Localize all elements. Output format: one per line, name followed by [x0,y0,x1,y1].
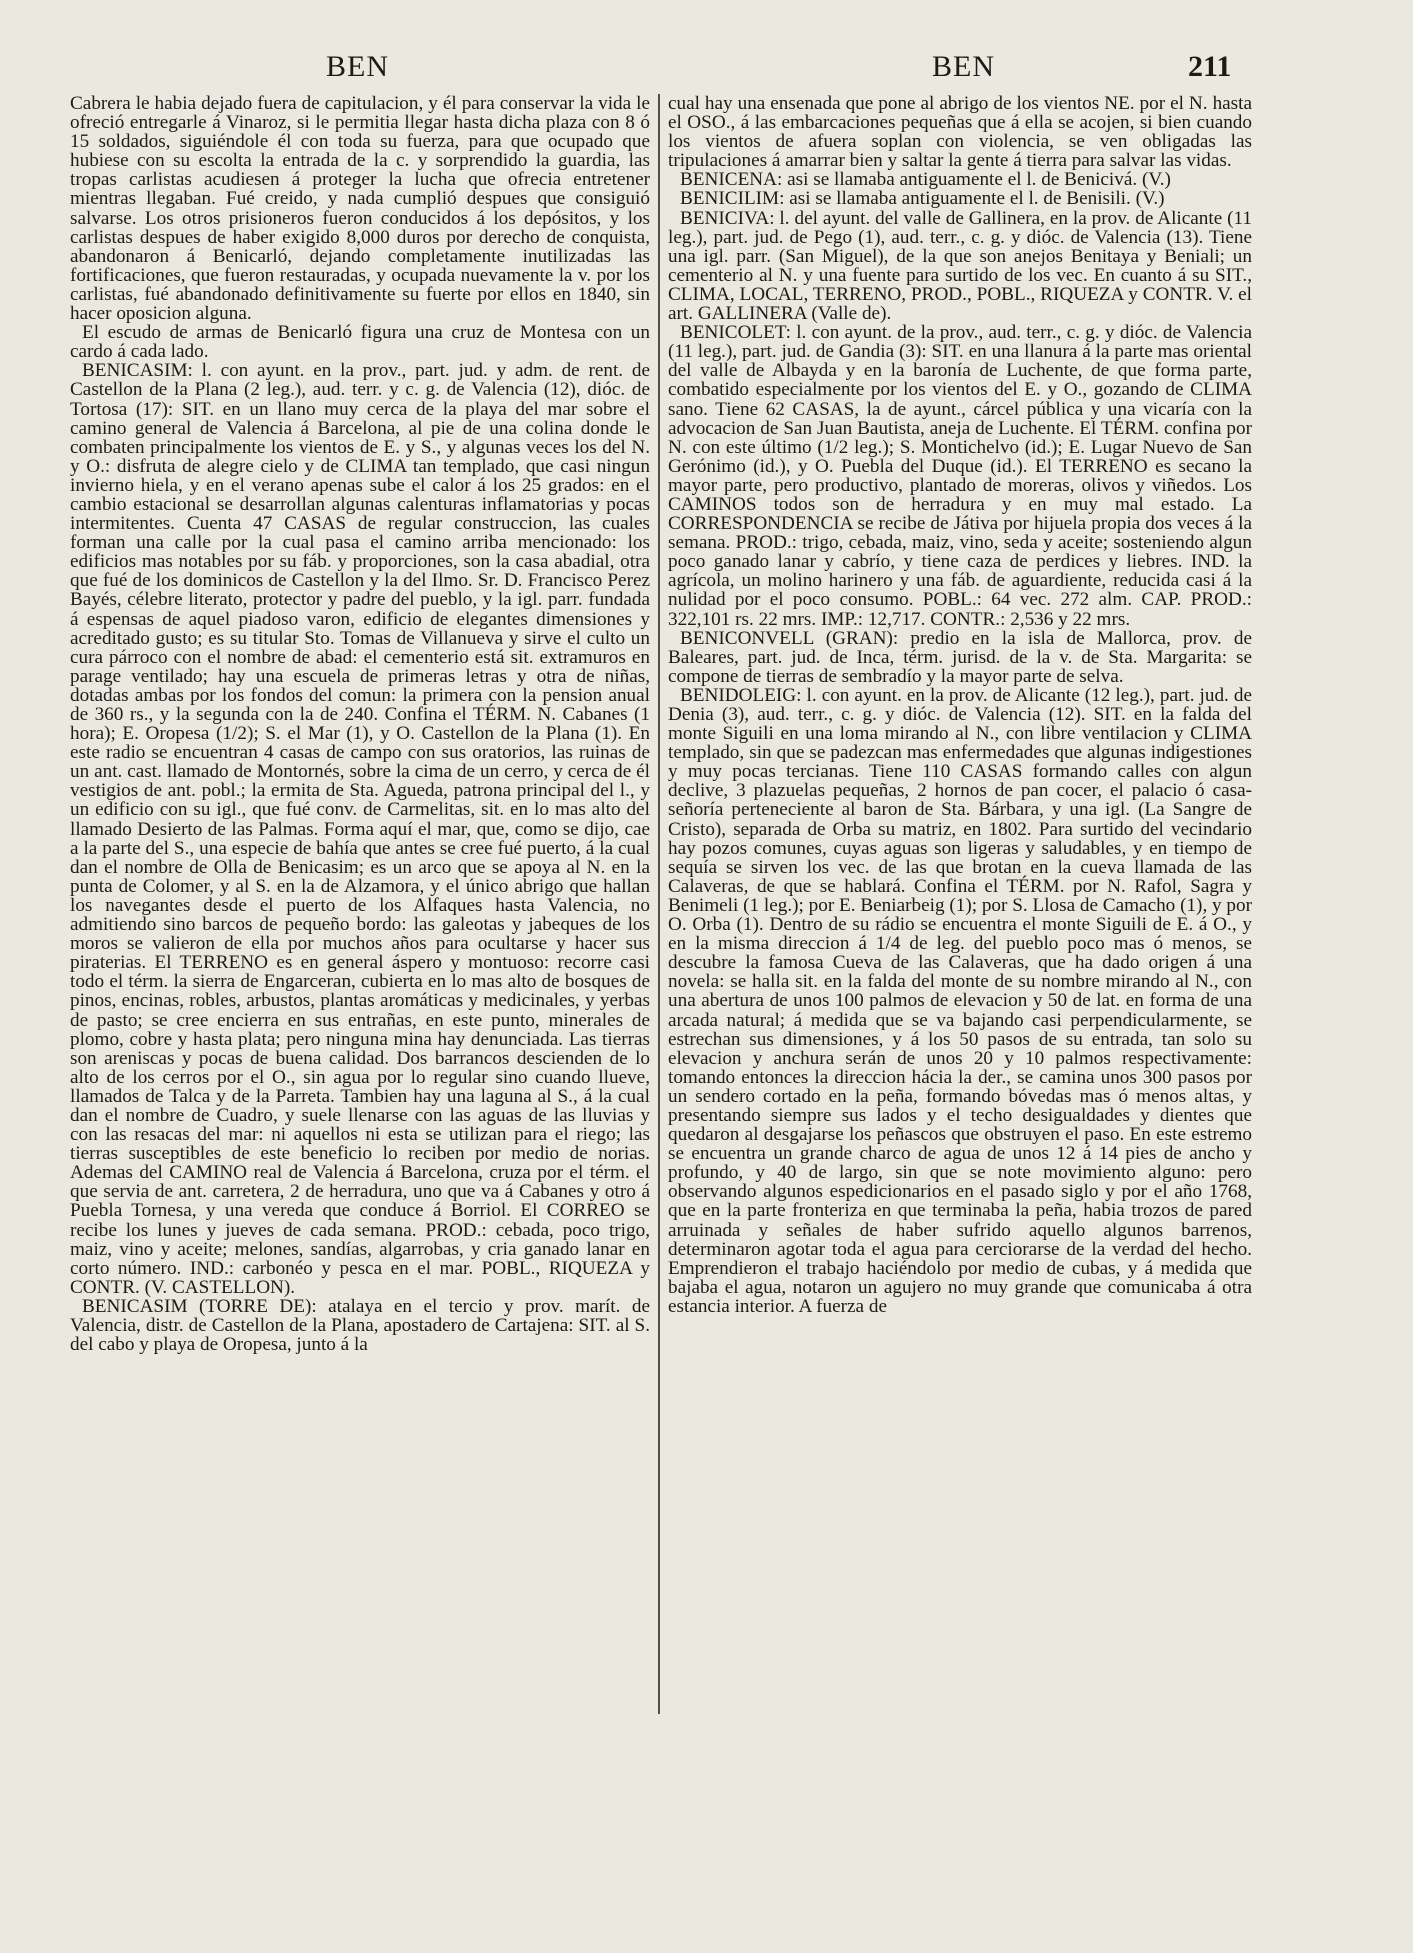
left-column [70,94,650,1924]
left-running-head: BEN [326,50,389,83]
entry-beniconvell: BENICONVELL (GRAN): predio en la isla de Mallorca, prov. de Baleares, part. jud. de Inca, térm. jurisd. de la v. de Sta. Margarita: se compone de tierras de sembradío y la mayor parte de selva. [668,627,1252,687]
running-header [0,50,1413,90]
right-column [668,94,1252,1924]
left-paragraph-1: Cabrera le habia dejado fuera de capitulacion, y él para conservar la vida le ofreció entregarle á Vinaroz, si le permitia llegar hasta dicha plaza con 8 ó 15 soldados, siguiéndole él con toda su fuerza, para que ocupado que hubiese con su escolta la entrada de la c. y sorprendido la guardia, las tropas carlistas acudiesen á proteger la lucha que ofrecia entretener mientras llegaban. Fué creido, y nada cumplió despues que consiguió salvarse. Los otros prisioneros fueron conducidos á los depósitos, y los carlistas despues de haber exigido 8,000 duros por derecho de conquista, abandonaron á Benicarló, dejando completamente inutilizadas las fortificaciones, que fueron restauradas, y ocupada nuevamente la v. por los carlistas, fué abandonado definitivamente su fuerte por ellos en 1840, sin hacer oposicion alguna. [70,94,650,325]
entry-benicasim: BENICASIM: l. con ayunt. en la prov., part. jud. y adm. de rent. de Castellon de la Plana (2 leg.), aud. terr. y c. g. de Valencia (12), dióc. de Tortosa (17): SIT. en un llano muy cerca de la playa del mar sobre el camino general de Valencia á Barcelona, al pie de una colina donde le combaten principalmente los vientos de E. y S., y algunas veces los del N. y O.: disfruta de alegre cielo y de CLIMA tan templado, que casi ningun invierno hiela, y en el verano apenas sube el calor á los 25 grados: en el cambio estacional se desarrollan algunas calenturas inflamatorias y pocas intermitentes. Cuenta 47 CASAS de regular construccion, las cuales forman una calle por la cual pasa el camino arriba mencionado: los edificios mas notables por su fáb. y proporciones, son la casa abadial, otra que fué de los dominicos de Castellon y la del Ilmo. Sr. D. Francisco Perez Bayés, célebre literato, protector y padre del pueblo, y la igl. parr. fundada á espensas de aquel piadoso varon, edificio de elegantes dimensiones y acreditado gusto; es su titular Sto. Tomas de Villanueva y sirve el culto un cura párroco con el nombre de abad: el cementerio está sit. extramuros en parage ventilado; hay una escuela de primeras letras y otra de niñas, dotadas ambas por los fondos del comun: la primera con la pension anual de 360 rs., y la segunda con la de 240. Confina el TÉRM. N. Cabanes (1 hora); E. Oropesa (1/2); S. el Mar (1), y O. Castellon de la Plana (1). En este radio se encuentran 4 casas de campo con sus oratorios, las ruinas de un ant. cast. llamado de Montornés, sobre la cima de un cerro, y cerca de él vestigios de ant. pobl.; la ermita de Sta. Agueda, patrona principal del l., y un edificio con su igl., que fué conv. de Carmelitas, sit. en lo mas alto del llamado Desierto de las Palmas. Forma aquí el mar, que, como se dijo, cae a la parte del S., una especie de bahía que antes se cree fué puerto, á la cual dan el nombre de Olla de Benicasim; es un arco que se apoya al N. en la punta de Colomer, y al S. en la de Alzamora, y el único abrigo que hallan los navegantes desde el puerto de los Alfaques hasta Valencia, no admitiendo sino barcos de pequeño bordo: las galeotas y jabeques de los moros se valieron de ella por muchos años para ocultarse y hacer sus piraterias. El TERRENO es en general áspero y montuoso: recorre casi todo el térm. la sierra de Engarceran, cubierta en lo mas alto de bosques de pinos, encinas, robles, arbustos, plantas aromáticas y medicinales, y yerbas de pasto; se cree encierra en sus entrañas, en este punto, minerales de plomo, cobre y hasta plata; pero ninguna mina hay denunciada. Las tierras son areniscas y pocas de buena calidad. Dos barrancos descienden de lo alto de los cerros por el O., sin agua por lo regular sino cuando llueve, llamados de Talca y de la Parreta. Tambien hay una laguna al S., á la cual dan el nombre de Cuadro, y suele llenarse con las aguas de las lluvias y con las resacas del mar: ni aquellos ni esta se utilizan para el riego; las tierras susceptibles de este beneficio lo reciben por medio de norias. Ademas del CAMINO real de Valencia á Barcelona, cruza por el térm. el que servia de ant. carretera, 2 de herradura, uno que va á Cabanes y otro á Puebla Tornesa, y una vereda que conduce á Borriol. El CORREO se recibe los lunes y jueves de cada semana. PROD.: cebada, poco trigo, maiz, vino y aceite; melones, sandías, algarrobas, y cria ganado lanar en corto número. IND.: carbonéo y pesca en el mar. POBL., RIQUEZA y CONTR. (V. CASTELLON). [70,360,650,1298]
entry-benidoleig: BENIDOLEIG: l. con ayunt. en la prov. de Alicante (12 leg.), part. jud. de Denia (3), aud. terr., c. g. y dióc. de Valencia (12). SIT. en la falda del monte Siguili en una loma mirando al N., con libre ventilacion y CLIMA templado, sin que se padezcan mas enfermedades que algunas indigestiones y muy pocas tercianas. Tiene 110 CASAS formando calles con algun declive, 3 plazuelas pequeñas, 2 hornos de pan cocer, el palacio ó casa-señoría perteneciente al baron de Sta. Bárbara, y una igl. (La Sangre de Cristo), separada de Orba su matriz, en 1802. Para surtido del vecindario hay pozos comunes, cuyas aguas son ligeras y saludables, y en tiempo de sequía se sirven los vec. de las que brotan en la cueva llamada de las Calaveras, de que se hablará. Confina el TÉRM. por N. Rafol, Sagra y Benimeli (1 leg.); por E. Beniarbeig (1); por S. Llosa de Camacho (1), y por O. Orba (1). Dentro de su rádio se encuentra el monte Siguili de E. á O., y en la misma direccion á 1/4 de leg. del pueblo poco mas ó menos, se descubre la famosa Cueva de las Calaveras, que ha dado origen á una novela: se halla sit. en la falda del monte de su nombre mirando al N., con una abertura de unos 100 palmos de elevacion y 50 de lat. en forma de una arcada natural; á medida que se va bajando casi perpendicularmente, se estrechan sus dimensiones, y á los 50 pasos de su entrada, tan solo su elevacion y anchura serán de unos 20 y 10 palmos respectivamente: tomando entonces la direccion hácia la der., se camina unos 300 pasos por un sendero cortado en la peña, formando bóvedas mas ó menos altas, y presentando siempre sus lados y el techo desigualdades y dientes que quedaron al desgajarse los peñascos que obstruyen el paso. En este estremo se encuentra un grande charco de agua de unos 12 á 14 pies de ancho y profundo, y 40 de largo, sin que se note movimiento alguno: pero observando algunos espedicionarios en el pasado siglo y por el año 1768, que en la parte fronteriza en que terminaba la peña, habia trozos de pared arruinada y señales de haber sufrido aquello algunos barrenos, determinaron agotar toda el agua para cerciorarse de la verdad del hecho. Emprendieron el trabajo haciéndolo por medio de cubas, y á medida que bajaba el agua, notaron un agujero no muy grande que comunicaba á otra estancia interior. A fuerza de [668,684,1252,1317]
column-divider [658,94,660,1714]
entry-benicilim: BENICILIM: asi se llamaba antiguamente el l. de Benisili. (V.) [680,188,1165,210]
right-running-head: BEN [932,50,995,83]
entry-benicasim-torre: BENICASIM (TORRE DE): atalaya en el tercio y prov. marít. de Valencia, distr. de Castellon de la Plana, apostadero de Cartajena: SIT. al S. del cabo y playa de Oropesa, junto á la [70,1295,650,1356]
right-paragraph-1: cual hay una ensenada que pone al abrigo de los vientos NE. por el N. hasta el OSO., á las embarcaciones pequeñas que á ella se acojen, si bien cuando los vientos de afuera soplan con violencia, se ven obligadas las tripulaciones á amarrar bien y saltar la gente á tierra para salvar las vidas. [668,94,1252,172]
entry-benicolet: BENICOLET: l. con ayunt. de la prov., aud. terr., c. g. y dióc. de Valencia (11 leg.), part. jud. de Gandia (3): SIT. en una llanura á la parte mas oriental del valle de Albayda y en la baronía de Luchente, de que forma parte, combatido especialmente por los vientos del E. y O., gozando de CLIMA sano. Tiene 62 CASAS, la de ayunt., cárcel pública y una vicaría con la advocacion de San Juan Bautista, aneja de Luchente. El TÉRM. confina por N. con este último (1/2 leg.); S. Montichelvo (id.); E. Lugar Nuevo de San Gerónimo (id.), y O. Puebla del Duque (id.). El TERRENO es secano la mayor parte, pero productivo, plantado de moreras, olivos y viñedos. Los CAMINOS todos son de herradura y en muy mal estado. La CORRESPONDENCIA se recibe de Játiva por hijuela propia dos veces á la semana. PROD.: trigo, cebada, maiz, vino, seda y aceite; sosteniendo algun poco ganado lanar y cabrío, y tiene caza de perdices y liebres. IND. la agrícola, un molino harinero y una fáb. de aguardiente, reducida casi á la nulidad por el poco consumo. POBL.: 64 vec. 272 alm. CAP. PROD.: 322,101 rs. 22 mrs. IMP.: 12,717. CONTR.: 2,536 y 22 mrs. [668,322,1252,630]
entry-benicena: BENICENA: asi se llamaba antiguamente el l. de Benicivá. (V.) [680,169,1171,191]
entry-beniciva: BENICIVA: l. del ayunt. del valle de Gallinera, en la prov. de Alicante (11 leg.), part. jud. de Pego (1), aud. terr., c. g. y dióc. de Valencia (13). Tiene una igl. parr. (San Miguel), de la que son anejos Benitaya y Beniali; un cementerio al N. y una fuente para surtido de los vec. En cuanto á su SIT., CLIMA, LOCAL, TERRENO, PROD., POBL., RIQUEZA y CONTR. V. el art. GALLINERA (Valle de). [668,207,1252,325]
left-paragraph-2: El escudo de armas de Benicarló figura una cruz de Montesa con un cardo á cada lado. [70,322,650,363]
page-number: 211 [1188,50,1232,83]
